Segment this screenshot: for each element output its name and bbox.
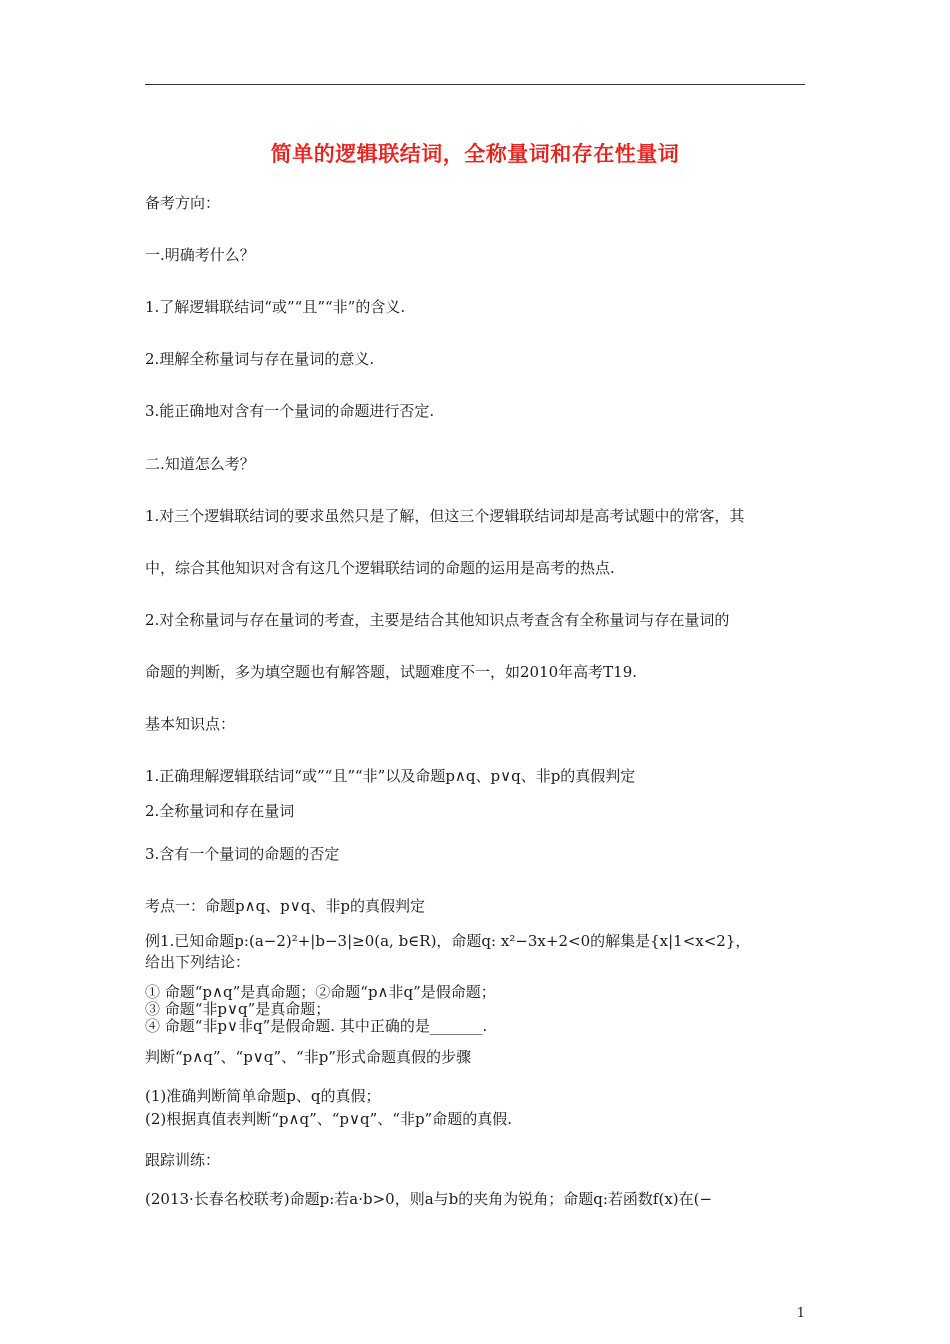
text-line: 考点一：命题p∧q、p∨q、非p的真假判定 — [145, 897, 425, 915]
text-line: 命题的判断，多为填空题也有解答题，试题难度不一，如2010年高考T19. — [145, 663, 638, 681]
text-line: 1.了解逻辑联结词“或”“且”“非”的含义. — [145, 298, 406, 316]
text-line: 基本知识点： — [145, 715, 236, 733]
text-line: (1)准确判断简单命题p、q的真假； — [145, 1087, 381, 1105]
text-line: ③ 命题“非p∨q”是真命题； — [145, 1000, 331, 1018]
text-line: 3.能正确地对含有一个量词的命题进行否定. — [145, 402, 435, 420]
text-line: 3.含有一个量词的命题的否定 — [145, 845, 340, 863]
text-line: ④ 命题“非p∨非q”是假命题. 其中正确的是_______. — [145, 1017, 488, 1035]
text-line: 给出下列结论： — [145, 953, 251, 971]
header-rule — [145, 84, 805, 85]
text-line: ① 命题“p∧q”是真命题；②命题“p∧非q”是假命题； — [145, 983, 496, 1001]
text-line: 2.对全称量词与存在量词的考查，主要是结合其他知识点考查含有全称量词与存在量词的 — [145, 611, 730, 629]
document-title: 简单的逻辑联结词，全称量词和存在性量词 — [270, 142, 680, 166]
text-line: (2)根据真值表判断“p∧q”、“p∨q”、“非p”命题的真假. — [145, 1110, 512, 1128]
text-line: 2.理解全称量词与存在量词的意义. — [145, 350, 375, 368]
text-line: 一.明确考什么？ — [145, 246, 255, 264]
text-line: 例1.已知命题p:(a−2)²+|b−3|≥0(a, b∈R)，命题q: x²−3x+2<0的解集是{x|1<x<2}， — [145, 932, 751, 950]
text-line: 二.知道怎么考？ — [145, 455, 255, 473]
text-line: 1.正确理解逻辑联结词“或”“且”“非”以及命题p∧q、p∨q、非p的真假判定 — [145, 767, 636, 785]
page-number: 1 — [796, 1306, 805, 1321]
text-line: 2.全称量词和存在量词 — [145, 802, 295, 820]
text-line: (2013·长春名校联考)命题p:若a·b>0，则a与b的夹角为锐角；命题q:若函数f(x)在(− — [145, 1190, 713, 1208]
text-line: 判断“p∧q”、“p∨q”、“非p”形式命题真假的步骤 — [145, 1048, 471, 1066]
text-line: 跟踪训练： — [145, 1151, 221, 1169]
text-line: 备考方向： — [145, 194, 221, 212]
text-line: 中，综合其他知识对含有这几个逻辑联结词的命题的运用是高考的热点. — [145, 559, 615, 577]
text-line: 1.对三个逻辑联结词的要求虽然只是了解，但这三个逻辑联结词却是高考试题中的常客，其 — [145, 507, 745, 525]
